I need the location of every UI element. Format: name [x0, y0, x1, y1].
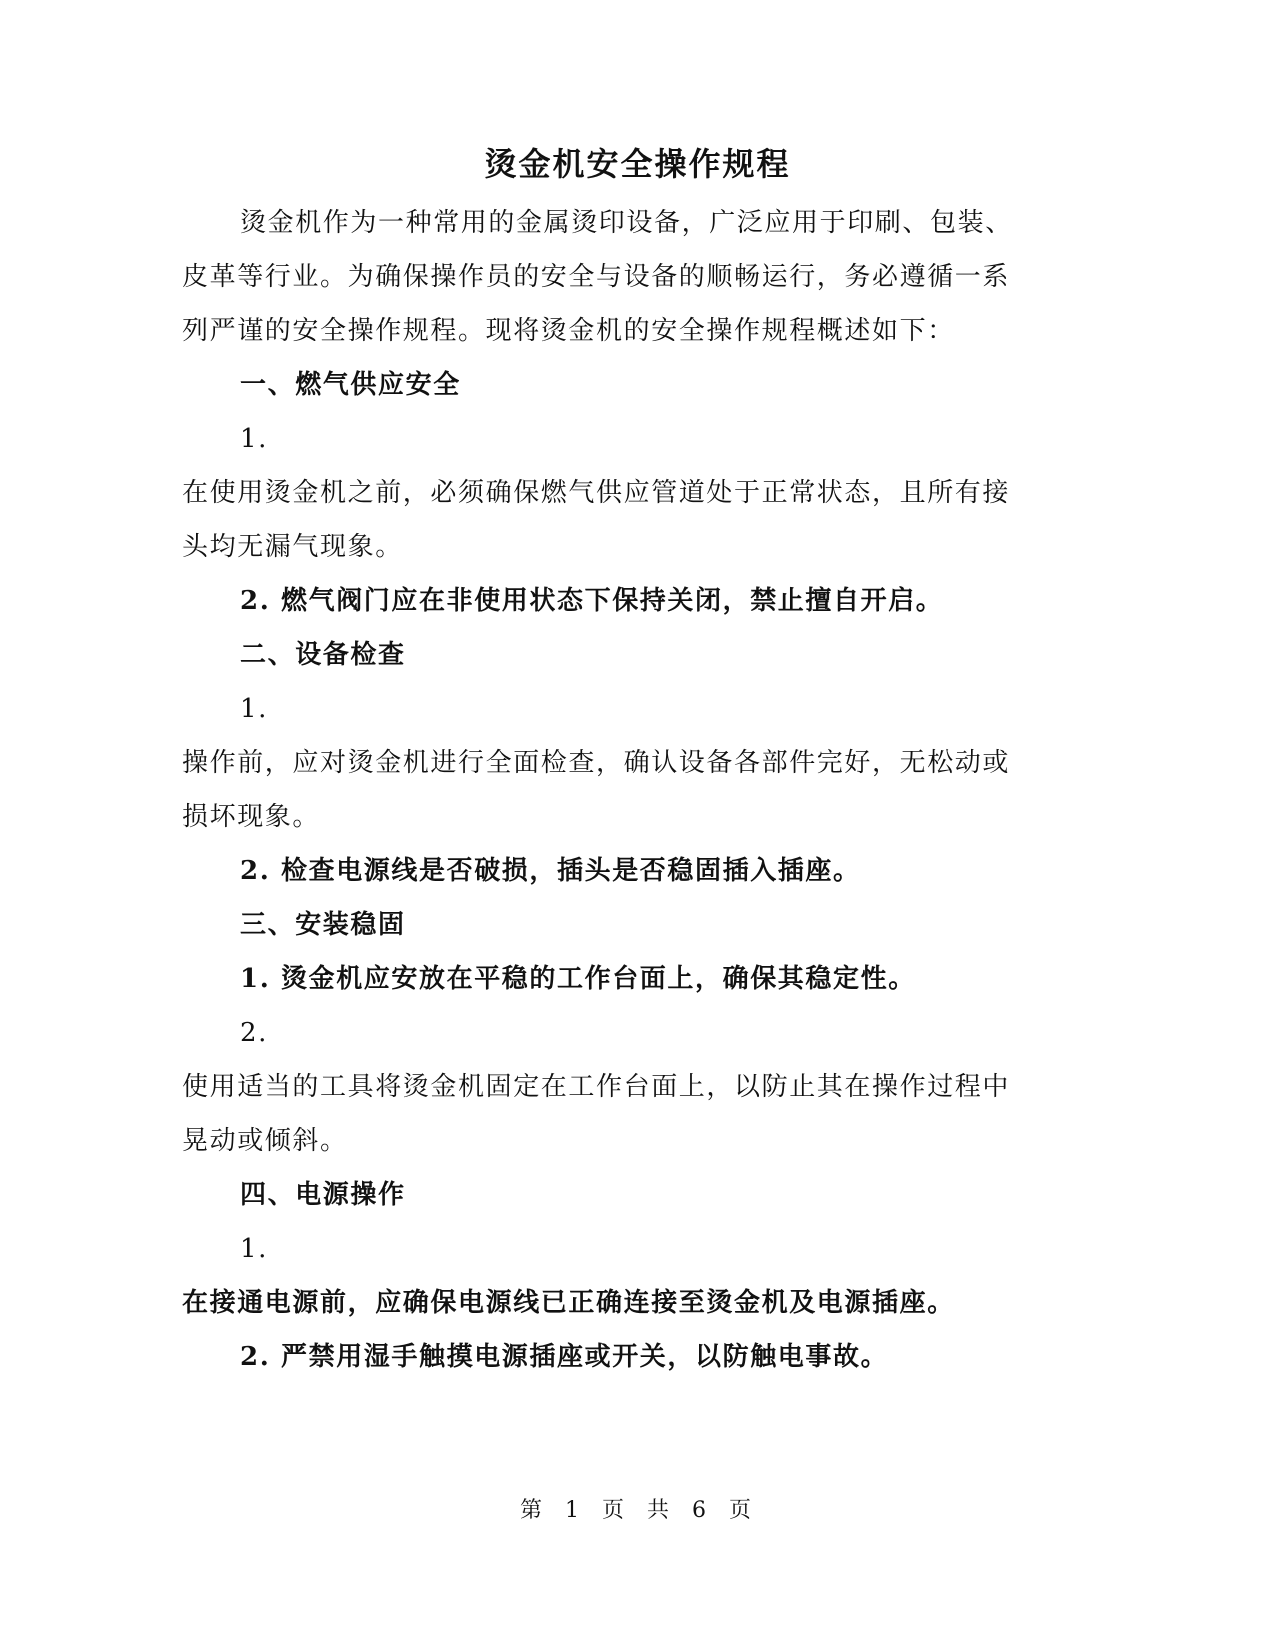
section-heading-power-operation: 四、电源操作 [240, 1180, 406, 1210]
section-heading-installation: 三、安装稳固 [240, 910, 406, 940]
section-1-item-1-line-2: 头均无漏气现象。 [182, 532, 403, 562]
section-1-item-1-number: 1. [240, 424, 269, 454]
section-2-item-2: 2. 检查电源线是否破损，插头是否稳固插入插座。 [240, 856, 861, 886]
section-3-item-1: 1. 烫金机应安放在平稳的工作台面上，确保其稳定性。 [240, 964, 916, 994]
intro-line-2: 皮革等行业。为确保操作员的安全与设备的顺畅运行，务必遵循一系 [182, 262, 1011, 292]
section-4-item-1-line-1: 在接通电源前，应确保电源线已正确连接至烫金机及电源插座。 [182, 1288, 955, 1318]
section-3-item-2-line-1: 使用适当的工具将烫金机固定在工作台面上，以防止其在操作过程中 [182, 1072, 1011, 1102]
intro-line-3: 列严谨的安全操作规程。现将烫金机的安全操作规程概述如下： [182, 316, 955, 346]
section-4-item-2: 2. 严禁用湿手触摸电源插座或开关，以防触电事故。 [240, 1342, 889, 1372]
page-number-footer: 第 1 页 共 6 页 [520, 1498, 755, 1523]
section-heading-equipment-check: 二、设备检查 [240, 640, 406, 670]
document-title: 烫金机安全操作规程 [484, 145, 791, 183]
section-2-item-1-number: 1. [240, 694, 269, 724]
section-1-item-1-line-1: 在使用烫金机之前，必须确保燃气供应管道处于正常状态，且所有接 [182, 478, 1011, 508]
section-3-item-2-number: 2. [240, 1018, 269, 1048]
section-2-item-1-line-1: 操作前，应对烫金机进行全面检查，确认设备各部件完好，无松动或 [182, 748, 1011, 778]
section-2-item-1-line-2: 损坏现象。 [182, 802, 321, 832]
section-4-item-1-number: 1. [240, 1234, 269, 1264]
section-1-item-2: 2. 燃气阀门应在非使用状态下保持关闭，禁止擅自开启。 [240, 586, 944, 616]
section-heading-gas-supply: 一、燃气供应安全 [240, 370, 461, 400]
intro-line-1: 烫金机作为一种常用的金属烫印设备，广泛应用于印刷、包装、 [240, 208, 1013, 238]
section-3-item-2-line-2: 晃动或倾斜。 [182, 1126, 348, 1156]
